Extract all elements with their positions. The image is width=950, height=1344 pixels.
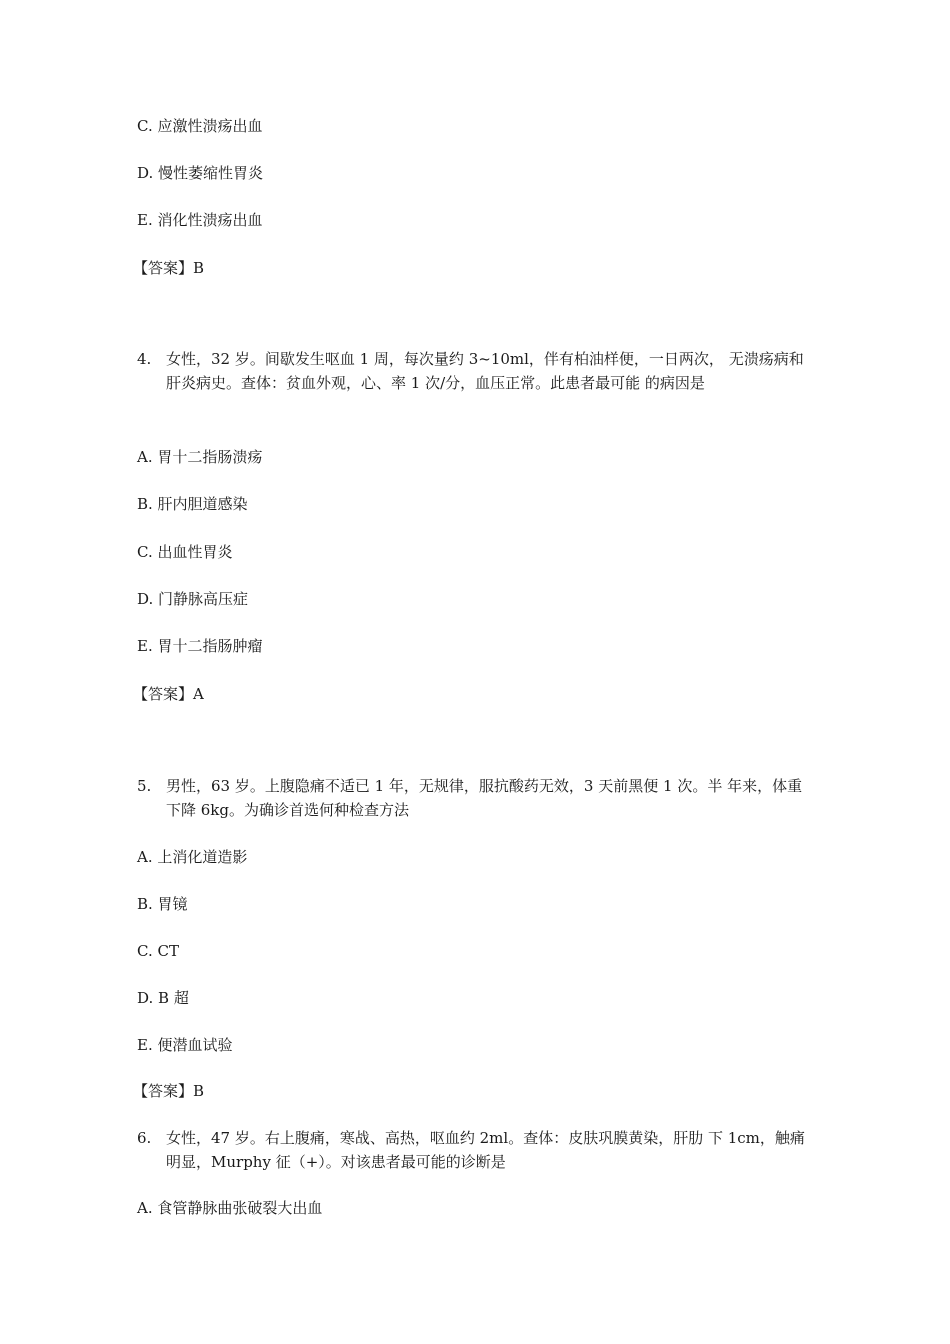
option-a: A. 食管静脉曲张破裂大出血: [137, 1199, 323, 1217]
question-number: 6.: [137, 1129, 152, 1147]
option-d: D. B 超: [137, 989, 189, 1007]
option-a: A. 上消化道造影: [137, 848, 248, 866]
answer: 【答案】A: [133, 685, 204, 703]
question-text: 女性，32 岁。间歇发生呕血 1 周，每次量约 3~10ml，伴有柏油样便，一日两次， 无溃疡病和肝炎病史。查体：贫血外观，心、率 1 次/分，血压正常。此患者最可能 的病因是: [166, 350, 804, 392]
answer: 【答案】B: [133, 1082, 205, 1100]
question-number: 5.: [137, 777, 152, 795]
option-e: E. 胃十二指肠肿瘤: [137, 637, 263, 655]
question-text: 女性，47 岁。右上腹痛，寒战、高热，呕血约 2ml。查体：皮肤巩膜黄染，肝肋 下 1cm，触痛明显，Murphy 征（+）。对该患者最可能的诊断是: [166, 1129, 805, 1171]
option-a: A. 胃十二指肠溃疡: [137, 448, 263, 466]
option-c: C. 出血性胃炎: [137, 543, 233, 561]
option-e: E. 消化性溃疡出血: [137, 211, 263, 229]
option-c: C. 应激性溃疡出血: [137, 117, 263, 135]
option-d: D. 慢性萎缩性胃炎: [137, 164, 264, 182]
option-c: C. CT: [137, 942, 179, 960]
question-text: 男性，63 岁。上腹隐痛不适已 1 年，无规律，服抗酸药无效，3 天前黑便 1 次。半 年来，体重下降 6kg。为确诊首选何种检查方法: [166, 777, 803, 819]
question-number: 4.: [137, 350, 152, 368]
option-b: B. 胃镜: [137, 895, 188, 913]
option-d: D. 门静脉高压症: [137, 590, 249, 608]
option-b: B. 肝内胆道感染: [137, 495, 248, 513]
answer: 【答案】B: [133, 259, 205, 277]
option-e: E. 便潜血试验: [137, 1036, 233, 1054]
